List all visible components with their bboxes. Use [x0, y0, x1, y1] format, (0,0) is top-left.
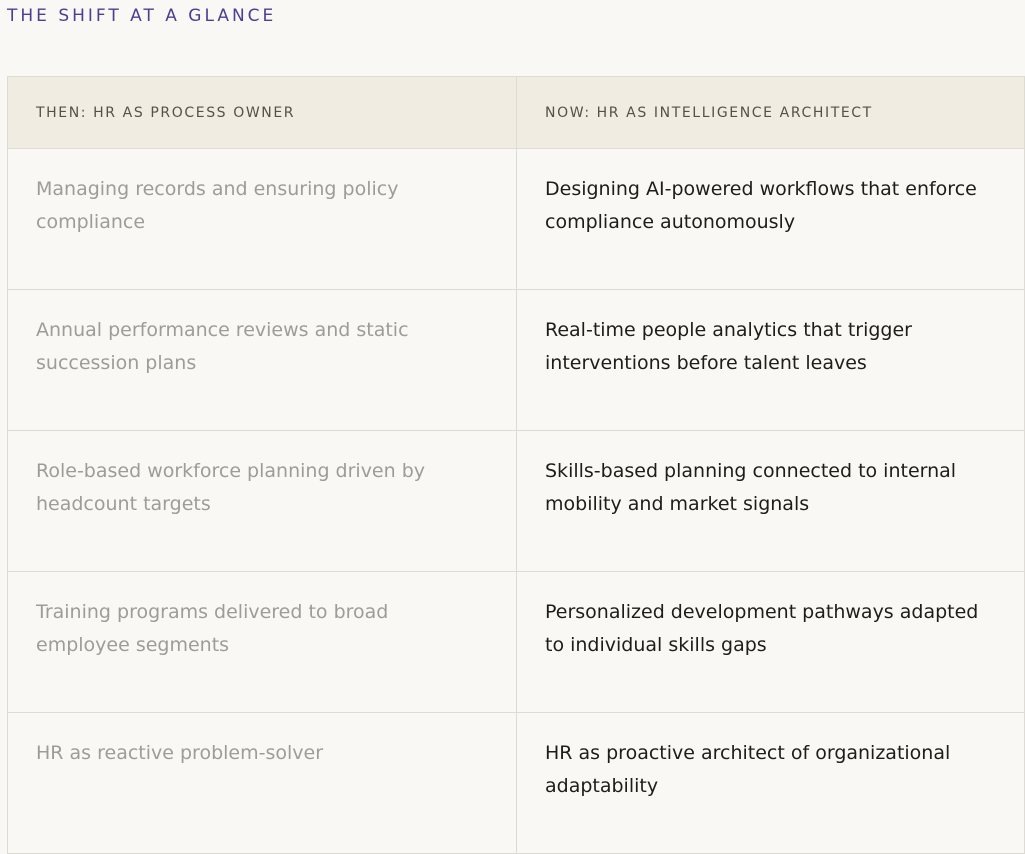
then-text: Role-based workforce planning driven by headcount targets [36, 460, 426, 515]
table-row [8, 572, 1025, 713]
then-cell [8, 713, 517, 854]
now-text: Real-time people analytics that trigger interventions before talent leaves [545, 319, 912, 374]
table-header-row [8, 77, 1025, 149]
now-text: Designing AI-powered workflows that enforce compliance autonomously [545, 178, 977, 233]
then-cell [8, 431, 517, 572]
then-cell [8, 572, 517, 713]
then-cell [8, 149, 517, 290]
now-text: Personalized development pathways adapted to individual skills gaps [545, 601, 979, 656]
table-row [8, 290, 1025, 431]
table-row [8, 149, 1025, 290]
then-text: HR as reactive problem-solver [36, 742, 324, 764]
header-then: THEN: HR AS PROCESS OWNER [8, 77, 517, 149]
comparison-table-container [7, 76, 1024, 797]
then-text: Annual performance reviews and static succession plans [36, 319, 409, 374]
now-cell [517, 572, 1025, 713]
table-row [8, 431, 1025, 572]
header-now: NOW: HR AS INTELLIGENCE ARCHITECT [517, 77, 1025, 149]
now-text: Skills-based planning connected to internal mobility and market signals [545, 460, 957, 515]
now-cell [517, 713, 1025, 854]
now-cell [517, 431, 1025, 572]
comparison-table [7, 76, 1025, 854]
now-text: HR as proactive architect of organizational adaptability [545, 742, 951, 797]
section-title: THE SHIFT AT A GLANCE [7, 6, 277, 26]
now-cell [517, 290, 1025, 431]
table-row [8, 713, 1025, 854]
then-cell [8, 290, 517, 431]
then-text: Managing records and ensuring policy compliance [36, 178, 399, 233]
now-cell [517, 149, 1025, 290]
then-text: Training programs delivered to broad employee segments [36, 601, 389, 656]
